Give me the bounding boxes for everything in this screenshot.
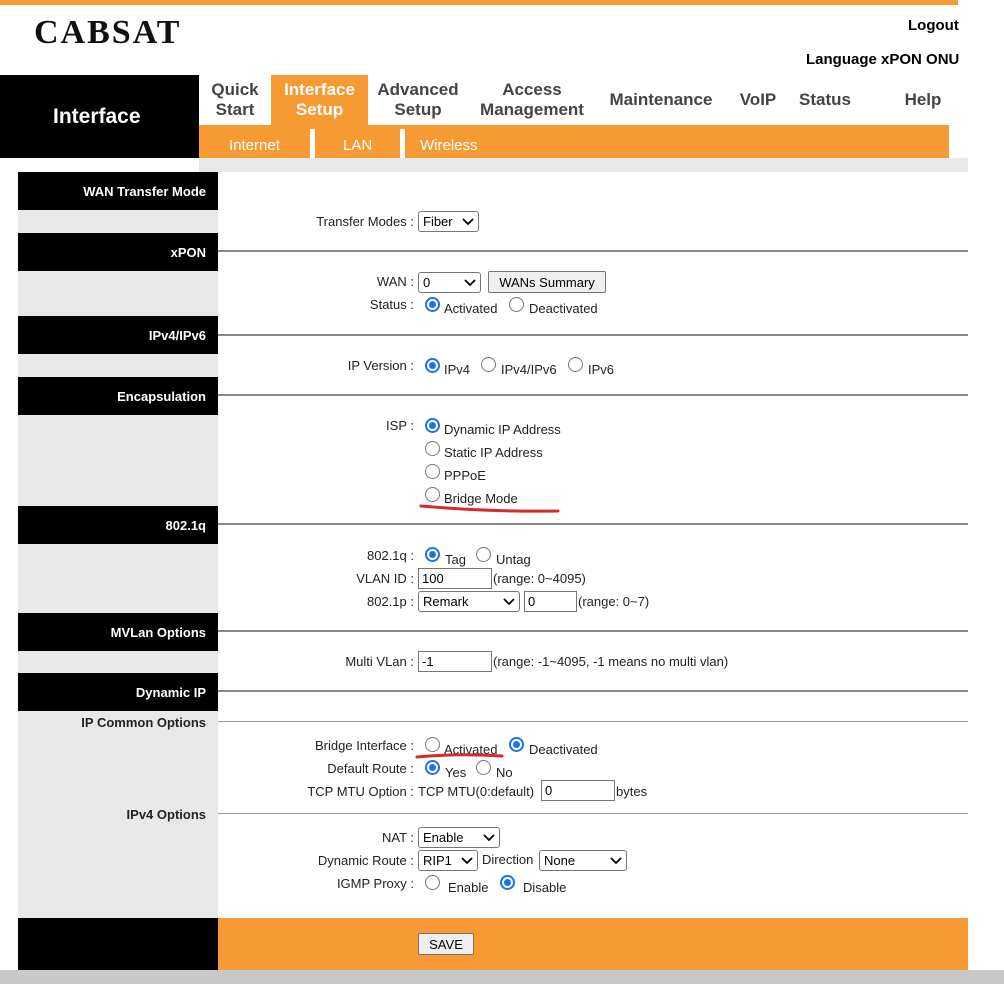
section-divider bbox=[218, 394, 968, 396]
vlan-id-range: (range: 0~4095) bbox=[493, 571, 586, 586]
subnav-divider bbox=[400, 129, 405, 158]
section-divider bbox=[218, 523, 968, 525]
dot1q-untag-label: Untag bbox=[496, 552, 531, 567]
bridge-deactivated-label: Deactivated bbox=[529, 742, 598, 757]
igmp-enable-radio[interactable] bbox=[425, 875, 440, 890]
isp-label: ISP : bbox=[386, 418, 414, 433]
nat-select-value: Enable bbox=[423, 830, 464, 845]
ip-version-ipv4-radio[interactable] bbox=[425, 358, 440, 373]
subsection-divider bbox=[218, 721, 968, 722]
dynamic-route-value: RIP1 bbox=[423, 853, 452, 868]
wans-summary-button[interactable]: WANs Summary bbox=[488, 271, 606, 293]
default-route-no-label: No bbox=[496, 765, 513, 780]
dot1q-tag-label: Tag bbox=[445, 552, 466, 567]
chevron-down-icon bbox=[483, 834, 495, 842]
tab-interface-setup-line2: Setup bbox=[295, 100, 344, 119]
language-label: Language xPON ONU bbox=[806, 51, 960, 68]
interface-title bbox=[0, 75, 199, 158]
tab-advanced-setup[interactable] bbox=[368, 75, 468, 125]
section-divider bbox=[218, 630, 968, 632]
isp-dynamic-label: Dynamic IP Address bbox=[444, 422, 561, 437]
section-ipv4-ipv6: IPv4/IPv6 bbox=[18, 316, 218, 354]
section-dynamic-ip: Dynamic IP bbox=[18, 673, 218, 711]
chevron-down-icon bbox=[503, 598, 515, 606]
footer-left-block bbox=[18, 918, 218, 970]
subtab-internet[interactable]: Internet bbox=[229, 137, 280, 154]
direction-select-value: None bbox=[544, 853, 576, 868]
tab-quick-start-line2: Start bbox=[215, 100, 255, 119]
tcp-mtu-text: TCP MTU(0:default) bbox=[418, 784, 535, 799]
tab-maintenance[interactable]: Maintenance bbox=[609, 90, 713, 109]
multi-vlan-label: Multi VLan : bbox=[345, 654, 414, 669]
direction-label: Direction bbox=[482, 852, 534, 867]
section-xpon: xPON bbox=[18, 233, 218, 271]
multi-vlan-input[interactable]: -1 bbox=[418, 651, 492, 672]
chevron-down-icon bbox=[464, 279, 476, 287]
dot1p-input[interactable]: 0 bbox=[524, 591, 577, 612]
dot1q-tag-radio[interactable] bbox=[425, 547, 440, 562]
brand-logo: CABSAT bbox=[34, 14, 182, 51]
chevron-down-icon bbox=[610, 857, 622, 865]
red-underline-annotation bbox=[418, 503, 563, 515]
tcp-mtu-input[interactable]: 0 bbox=[541, 780, 615, 801]
tab-advanced-setup-line2: Setup bbox=[394, 100, 442, 119]
status-activated-radio[interactable] bbox=[425, 297, 440, 312]
section-encapsulation: Encapsulation bbox=[18, 377, 218, 415]
subtab-lan[interactable]: LAN bbox=[343, 137, 373, 154]
wan-value: 0 bbox=[423, 275, 431, 290]
dot1q-untag-radio[interactable] bbox=[476, 547, 491, 562]
tab-voip[interactable]: VoIP bbox=[739, 90, 777, 109]
isp-static-label: Static IP Address bbox=[444, 445, 543, 460]
isp-pppoe-radio[interactable] bbox=[425, 464, 440, 479]
isp-pppoe-label: PPPoE bbox=[444, 468, 486, 483]
tab-quick-start[interactable] bbox=[199, 75, 271, 125]
default-route-no-radio[interactable] bbox=[476, 760, 491, 775]
default-route-yes-radio[interactable] bbox=[425, 760, 440, 775]
status-activated-label: Activated bbox=[444, 301, 498, 316]
section-802-1q: 802.1q bbox=[18, 506, 218, 544]
tab-advanced-setup-line1: Advanced bbox=[377, 80, 459, 99]
isp-static-radio[interactable] bbox=[425, 441, 440, 456]
section-mvlan-options: MVLan Options bbox=[18, 613, 218, 651]
tab-access-management-line2: Management bbox=[480, 100, 584, 119]
logout-link[interactable]: Logout bbox=[908, 17, 959, 34]
chevron-down-icon bbox=[462, 218, 474, 226]
tab-interface-setup-line1: Interface bbox=[284, 80, 355, 99]
subtab-wireless[interactable]: Wireless bbox=[420, 137, 478, 154]
bridge-activated-label: Activated bbox=[444, 742, 498, 757]
bridge-deactivated-radio[interactable] bbox=[509, 737, 524, 752]
vlan-id-label: VLAN ID : bbox=[356, 571, 414, 586]
igmp-disable-radio[interactable] bbox=[500, 875, 515, 890]
ip-version-label: IP Version : bbox=[347, 358, 414, 373]
ip-version-ipv4v6-label: IPv4/IPv6 bbox=[501, 362, 557, 377]
transfer-modes-value: Fiber bbox=[423, 214, 453, 229]
igmp-proxy-label: IGMP Proxy : bbox=[336, 876, 414, 891]
default-route-label: Default Route : bbox=[327, 761, 414, 776]
status-label: Status : bbox=[369, 297, 414, 312]
top-accent-bar bbox=[0, 0, 958, 5]
nat-label: NAT : bbox=[381, 830, 414, 845]
dot1p-label: 802.1p : bbox=[367, 594, 414, 609]
save-button[interactable]: SAVE bbox=[418, 933, 474, 955]
ip-version-ipv4-label: IPv4 bbox=[444, 362, 471, 377]
dot1p-select[interactable] bbox=[418, 591, 520, 612]
footer-bar bbox=[218, 918, 968, 970]
bridge-interface-label: Bridge Interface : bbox=[315, 738, 414, 753]
igmp-enable-label: Enable bbox=[448, 880, 489, 895]
content-top-bar bbox=[199, 158, 968, 172]
tab-access-management[interactable] bbox=[468, 75, 596, 125]
section-divider bbox=[218, 690, 968, 692]
transfer-modes-label: Transfer Modes : bbox=[316, 214, 414, 229]
subnav-divider bbox=[310, 129, 315, 158]
tab-interface-setup[interactable] bbox=[271, 75, 368, 125]
isp-dynamic-radio[interactable] bbox=[425, 418, 440, 433]
ip-version-ipv4v6-radio[interactable] bbox=[481, 357, 496, 372]
horizontal-scrollbar[interactable] bbox=[0, 970, 1004, 984]
transfer-modes-select[interactable] bbox=[418, 211, 479, 232]
dynamic-route-select[interactable] bbox=[418, 850, 478, 871]
wan-select[interactable] bbox=[418, 272, 481, 293]
subsection-ip-common-options: IP Common Options bbox=[81, 715, 206, 730]
multi-vlan-range: (range: -1~4095, -1 means no multi vlan) bbox=[493, 654, 729, 669]
igmp-disable-label: Disable bbox=[523, 880, 567, 895]
subsection-ipv4-options: IPv4 Options bbox=[126, 807, 206, 822]
status-deactivated-radio[interactable] bbox=[509, 297, 524, 312]
tcp-mtu-option-label: TCP MTU Option : bbox=[307, 784, 414, 799]
tcp-mtu-unit: bytes bbox=[616, 784, 648, 799]
section-wan-transfer-mode: WAN Transfer Mode bbox=[18, 172, 218, 210]
interface-title-text: Interface bbox=[53, 104, 141, 128]
isp-bridge-label: Bridge Mode bbox=[444, 491, 518, 506]
status-deactivated-label: Deactivated bbox=[529, 301, 598, 316]
ip-version-ipv6-label: IPv6 bbox=[588, 362, 615, 377]
default-route-yes-label: Yes bbox=[445, 765, 467, 780]
bridge-activated-radio[interactable] bbox=[425, 737, 440, 752]
subsection-divider bbox=[218, 813, 968, 814]
tab-help[interactable]: Help bbox=[904, 90, 942, 109]
nat-select[interactable] bbox=[418, 827, 500, 848]
dot1p-select-value: Remark bbox=[423, 594, 469, 609]
isp-bridge-radio[interactable] bbox=[425, 487, 440, 502]
ip-version-ipv6-radio[interactable] bbox=[568, 357, 583, 372]
tab-status[interactable]: Status bbox=[799, 90, 851, 109]
dot1p-range: (range: 0~7) bbox=[578, 594, 650, 609]
vlan-id-input[interactable]: 100 bbox=[418, 568, 492, 589]
tab-access-management-line1: Access bbox=[502, 80, 562, 99]
section-divider bbox=[218, 334, 968, 336]
chevron-down-icon bbox=[461, 857, 473, 865]
section-divider bbox=[218, 250, 968, 252]
direction-select[interactable] bbox=[539, 850, 627, 871]
wan-label: WAN : bbox=[376, 274, 414, 289]
dynamic-route-label: Dynamic Route : bbox=[317, 853, 414, 868]
dot1q-label: 802.1q : bbox=[367, 548, 414, 563]
tab-quick-start-line1: Quick bbox=[211, 80, 259, 99]
